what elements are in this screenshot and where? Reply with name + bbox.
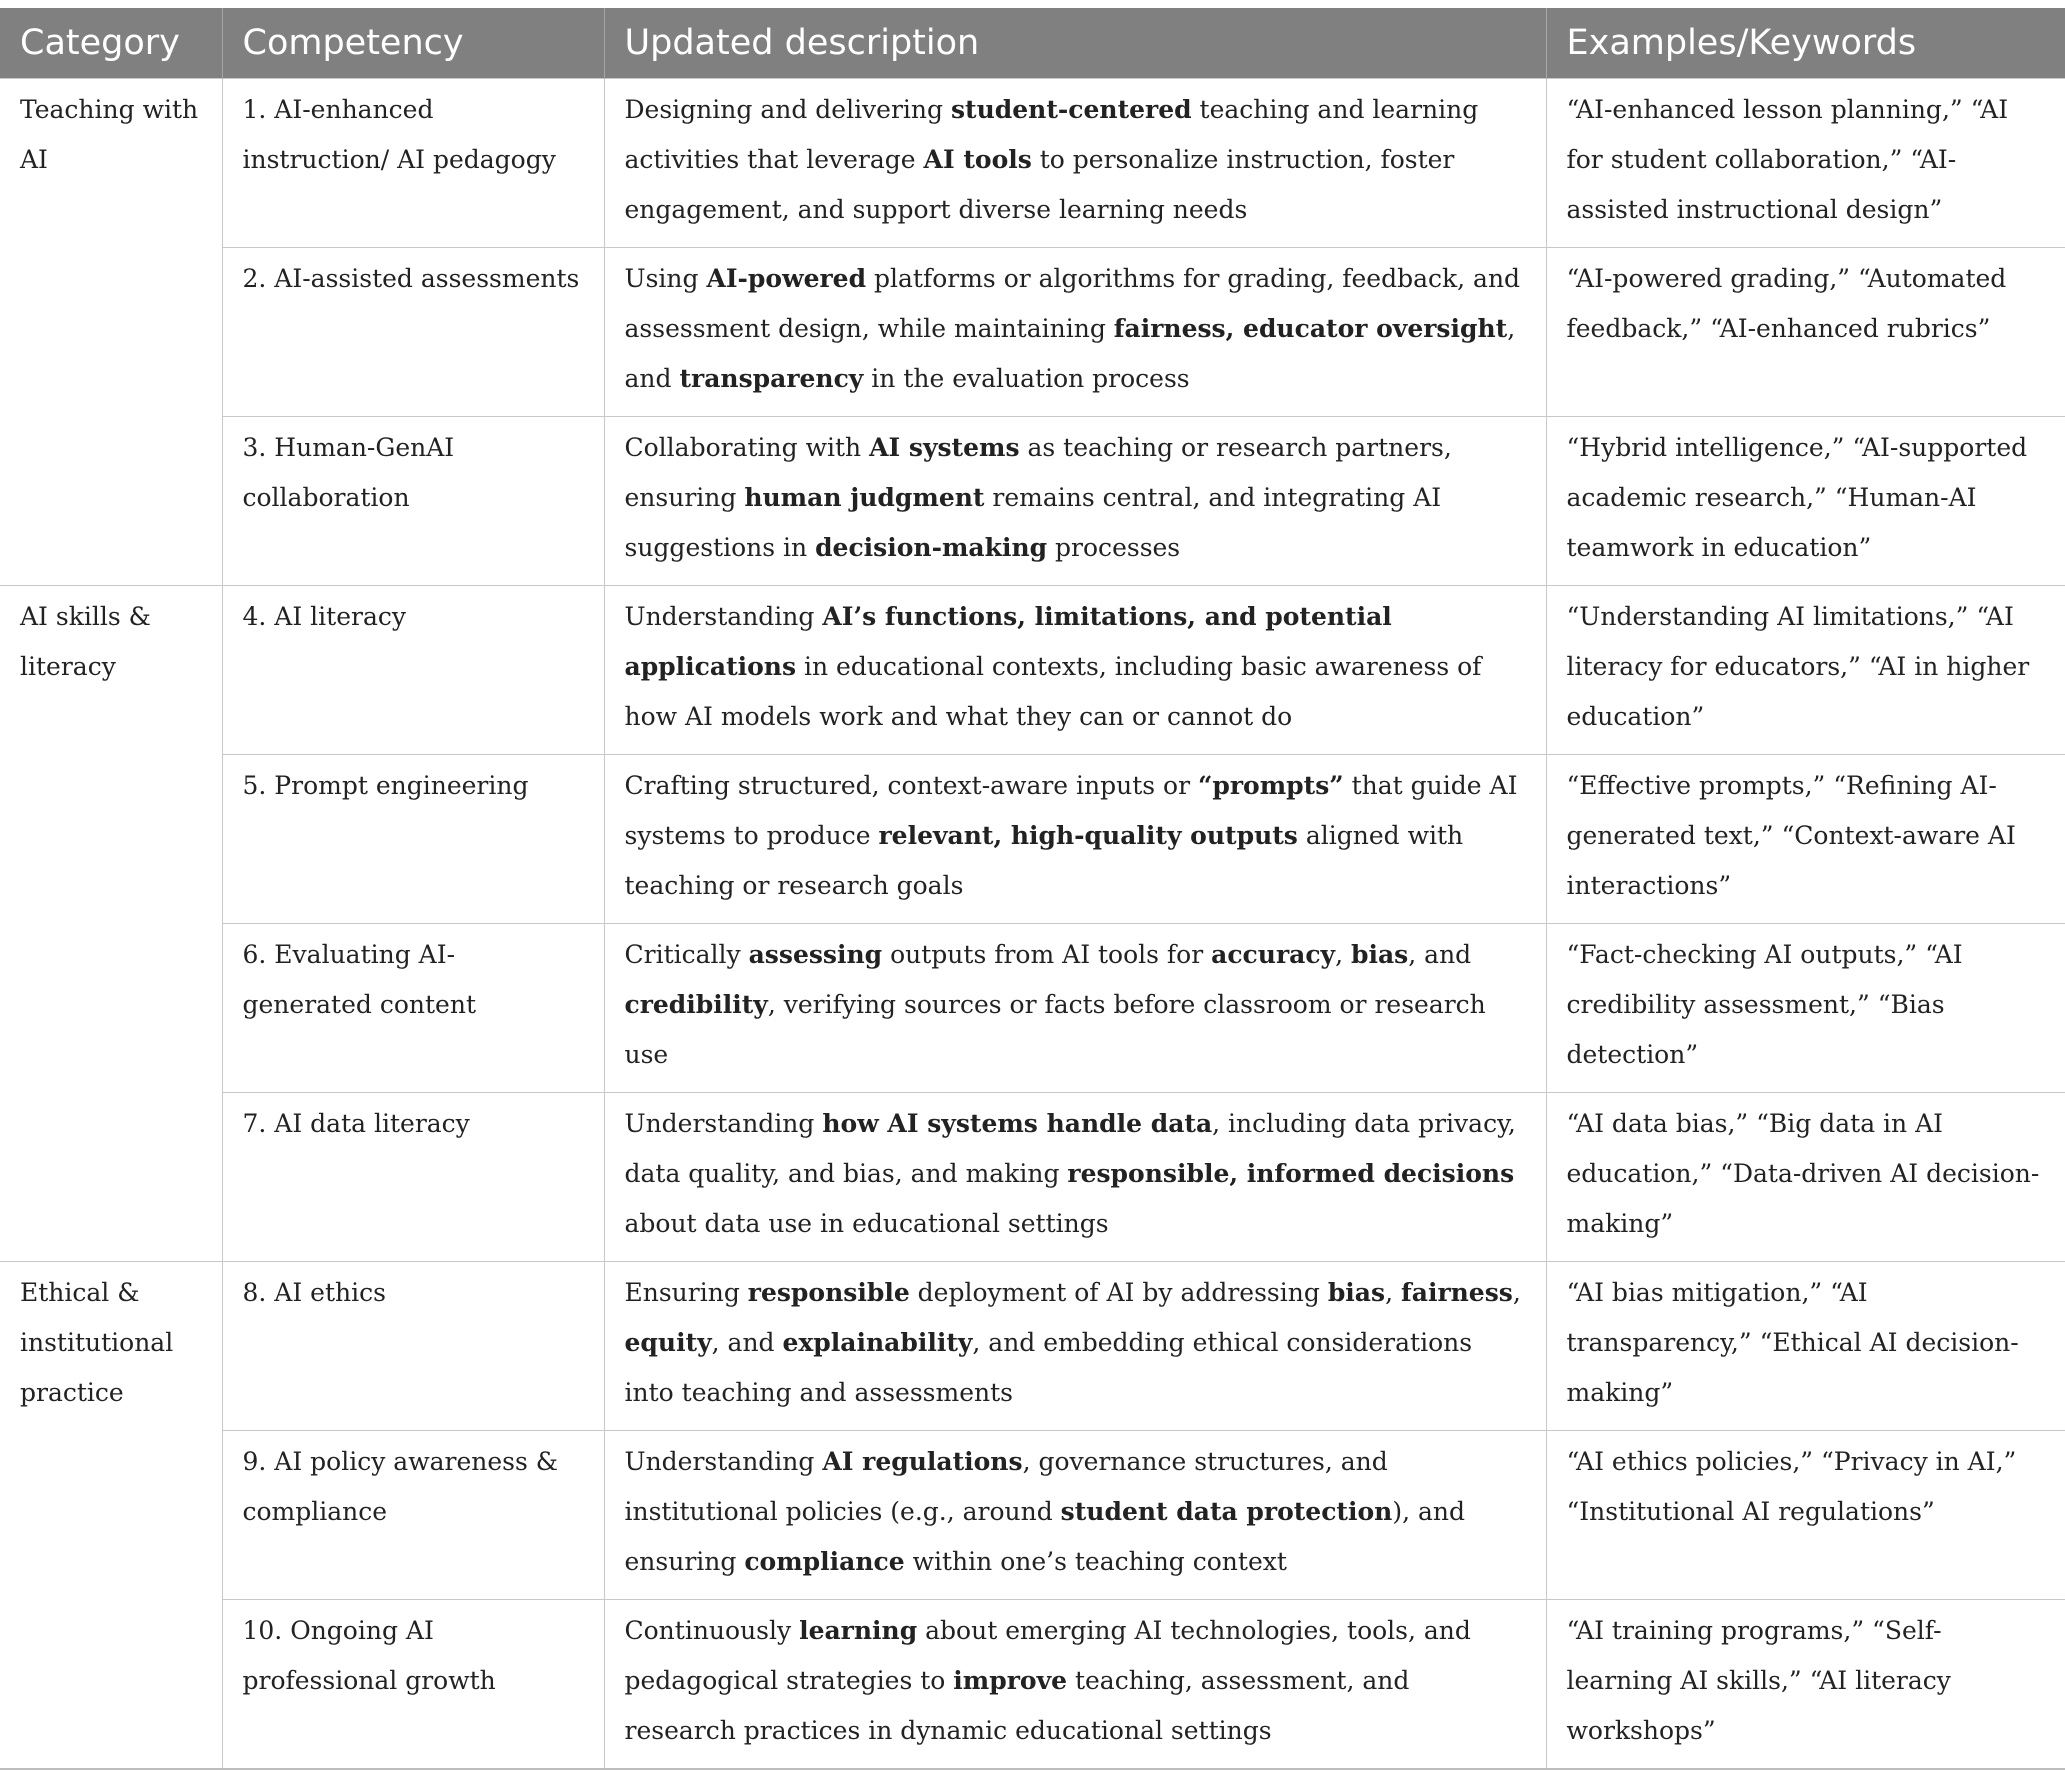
description-emphasis: responsible, informed decisions: [1067, 1158, 1515, 1188]
description-text: , verifying sources or facts before classroom or research use: [624, 989, 1494, 1069]
table-body: [0, 78, 2065, 1769]
description-text: , governance structures, and institutional policies (e.g., around: [624, 1446, 1396, 1526]
description-cell: [604, 78, 1546, 247]
description-emphasis: human judgment: [744, 482, 985, 512]
competency-cell: 7. AI data literacy: [222, 1092, 604, 1261]
description-text: ,: [1512, 1277, 1529, 1307]
description-text: , and: [624, 313, 1524, 393]
description-text: platforms or algorithms for grading, feedback, and assessment design, while maintaining: [624, 263, 1528, 343]
description-text: , and embedding ethical considerations into teaching and assessments: [624, 1327, 1481, 1407]
description-emphasis: how AI systems handle data: [822, 1108, 1213, 1138]
description-text: Understanding: [624, 601, 823, 631]
examples-cell: “Hybrid intelligence,” “AI-supported academic research,” “Human-AI teamwork in education”: [1546, 416, 2065, 585]
table-row: [0, 585, 2065, 754]
description-emphasis: AI tools: [923, 144, 1032, 174]
description-emphasis: credibility: [624, 989, 768, 1019]
examples-cell: “AI-powered grading,” “Automated feedback,” “AI-enhanced rubrics”: [1546, 247, 2065, 416]
description-text: Using: [624, 263, 707, 293]
description-text: as teaching or research partners, ensuring: [624, 432, 1460, 512]
competency-table: [0, 8, 2065, 1770]
description-cell: [604, 1430, 1546, 1599]
description-text: teaching and learning activities that leverage: [624, 94, 1487, 174]
description-cell: [604, 416, 1546, 585]
header-description: Updated description: [604, 8, 1546, 78]
description-text: , including data privacy, data quality, and bias, and making: [624, 1108, 1524, 1188]
description-text: ,: [1385, 1277, 1401, 1307]
description-emphasis: responsible: [747, 1277, 910, 1307]
table-header: [0, 8, 2065, 78]
competency-cell: 4. AI literacy: [222, 585, 604, 754]
header-category: Category: [0, 8, 222, 78]
examples-cell: “AI training programs,” “Self-learning AI skills,” “AI literacy workshops”: [1546, 1599, 2065, 1769]
description-text: about data use in educational settings: [624, 1158, 1523, 1238]
table-row: [0, 247, 2065, 416]
description-text: Critically: [624, 939, 749, 969]
description-text: in the evaluation process: [863, 363, 1190, 393]
examples-cell: “Fact-checking AI outputs,” “AI credibility assessment,” “Bias detection”: [1546, 923, 2065, 1092]
description-cell: [604, 247, 1546, 416]
category-teaching-with-ai: Teaching with AI: [0, 78, 222, 585]
header-examples: Examples/Keywords: [1546, 8, 2065, 78]
examples-cell: “AI bias mitigation,” “AI transparency,” “Ethical AI decision-making”: [1546, 1261, 2065, 1430]
competency-cell: 6. Evaluating AI-generated content: [222, 923, 604, 1092]
description-emphasis: bias: [1351, 939, 1409, 969]
description-emphasis: transparency: [679, 363, 864, 393]
description-emphasis: explainability: [782, 1327, 973, 1357]
header-competency: Competency: [222, 8, 604, 78]
competency-cell: 8. AI ethics: [222, 1261, 604, 1430]
competency-table-wrapper: [0, 8, 2065, 1770]
table-row: [0, 78, 2065, 247]
description-text: aligned with teaching or research goals: [624, 820, 1472, 900]
description-text: outputs from AI tools for: [882, 939, 1212, 969]
table-row: [0, 1261, 2065, 1430]
description-text: ), and ensuring: [624, 1496, 1473, 1576]
description-text: that guide AI systems to produce: [624, 770, 1526, 850]
examples-cell: “AI data bias,” “Big data in AI education,” “Data-driven AI decision-making”: [1546, 1092, 2065, 1261]
description-text: teaching, assessment, and research practices in dynamic educational settings: [624, 1665, 1418, 1745]
description-text: Understanding: [624, 1446, 823, 1476]
description-emphasis: AI-powered: [706, 263, 867, 293]
description-cell: [604, 1599, 1546, 1769]
description-text: , and: [1408, 939, 1480, 969]
competency-cell: 2. AI-assisted assessments: [222, 247, 604, 416]
examples-cell: “AI ethics policies,” “Privacy in AI,” “Institutional AI regulations”: [1546, 1430, 2065, 1599]
description-cell: [604, 754, 1546, 923]
competency-cell: 9. AI policy awareness & compliance: [222, 1430, 604, 1599]
description-text: Designing and delivering: [624, 94, 951, 124]
table-row: [0, 416, 2065, 585]
description-cell: [604, 1092, 1546, 1261]
description-emphasis: fairness, educator oversight: [1113, 313, 1508, 343]
category-ai-skills-literacy: AI skills & literacy: [0, 585, 222, 1261]
competency-cell: 1. AI-enhanced instruction/ AI pedagogy: [222, 78, 604, 247]
competency-cell: 10. Ongoing AI professional growth: [222, 1599, 604, 1769]
description-emphasis: student-centered: [950, 94, 1192, 124]
description-text: remains central, and integrating AI suggestions in: [624, 482, 1450, 562]
category-ethical-institutional-practice: Ethical & institutional practice: [0, 1261, 222, 1769]
description-emphasis: learning: [799, 1615, 918, 1645]
description-text: Collaborating with: [624, 432, 870, 462]
description-text: Ensuring: [624, 1277, 748, 1307]
description-text: ,: [1335, 939, 1351, 969]
description-emphasis: “prompts”: [1198, 770, 1344, 800]
examples-cell: “AI-enhanced lesson planning,” “AI for student collaboration,” “AI-assisted instructional design”: [1546, 78, 2065, 247]
description-text: in educational contexts, including basic awareness of how AI models work and what they can or cannot do: [624, 651, 1490, 731]
description-cell: [604, 1261, 1546, 1430]
table-row: [0, 1092, 2065, 1261]
description-cell: [604, 923, 1546, 1092]
description-emphasis: AI regulations: [822, 1446, 1023, 1476]
description-emphasis: equity: [624, 1327, 712, 1357]
description-emphasis: decision-making: [815, 532, 1048, 562]
description-text: about emerging AI technologies, tools, and pedagogical strategies to: [624, 1615, 1479, 1695]
examples-cell: “Effective prompts,” “Refining AI-generated text,” “Context-aware AI interactions”: [1546, 754, 2065, 923]
description-text: deployment of AI by addressing: [909, 1277, 1328, 1307]
competency-cell: 3. Human-GenAI collaboration: [222, 416, 604, 585]
description-cell: [604, 585, 1546, 754]
description-emphasis: compliance: [744, 1546, 905, 1576]
table-row: [0, 923, 2065, 1092]
description-emphasis: relevant, high-quality outputs: [878, 820, 1298, 850]
description-text: Continuously: [624, 1615, 800, 1645]
table-row: [0, 1430, 2065, 1599]
competency-cell: 5. Prompt engineering: [222, 754, 604, 923]
table-row: [0, 754, 2065, 923]
description-emphasis: assessing: [748, 939, 883, 969]
examples-cell: “Understanding AI limitations,” “AI literacy for educators,” “AI in higher education”: [1546, 585, 2065, 754]
description-text: within one’s teaching context: [904, 1546, 1287, 1576]
table-row: [0, 1599, 2065, 1769]
description-emphasis: fairness: [1401, 1277, 1513, 1307]
description-emphasis: improve: [953, 1665, 1068, 1695]
description-emphasis: bias: [1327, 1277, 1386, 1307]
description-text: Understanding: [624, 1108, 823, 1138]
description-emphasis: AI systems: [869, 432, 1020, 462]
description-emphasis: AI’s functions, limitations, and potential applications: [624, 601, 1401, 681]
description-text: to personalize instruction, foster engagement, and support diverse learning needs: [624, 144, 1463, 224]
description-text: Crafting structured, context-aware inputs or: [624, 770, 1199, 800]
description-emphasis: accuracy: [1211, 939, 1336, 969]
header-row: [0, 8, 2065, 78]
description-text: , and: [711, 1327, 783, 1357]
description-text: processes: [1047, 532, 1181, 562]
description-emphasis: student data protection: [1060, 1496, 1393, 1526]
